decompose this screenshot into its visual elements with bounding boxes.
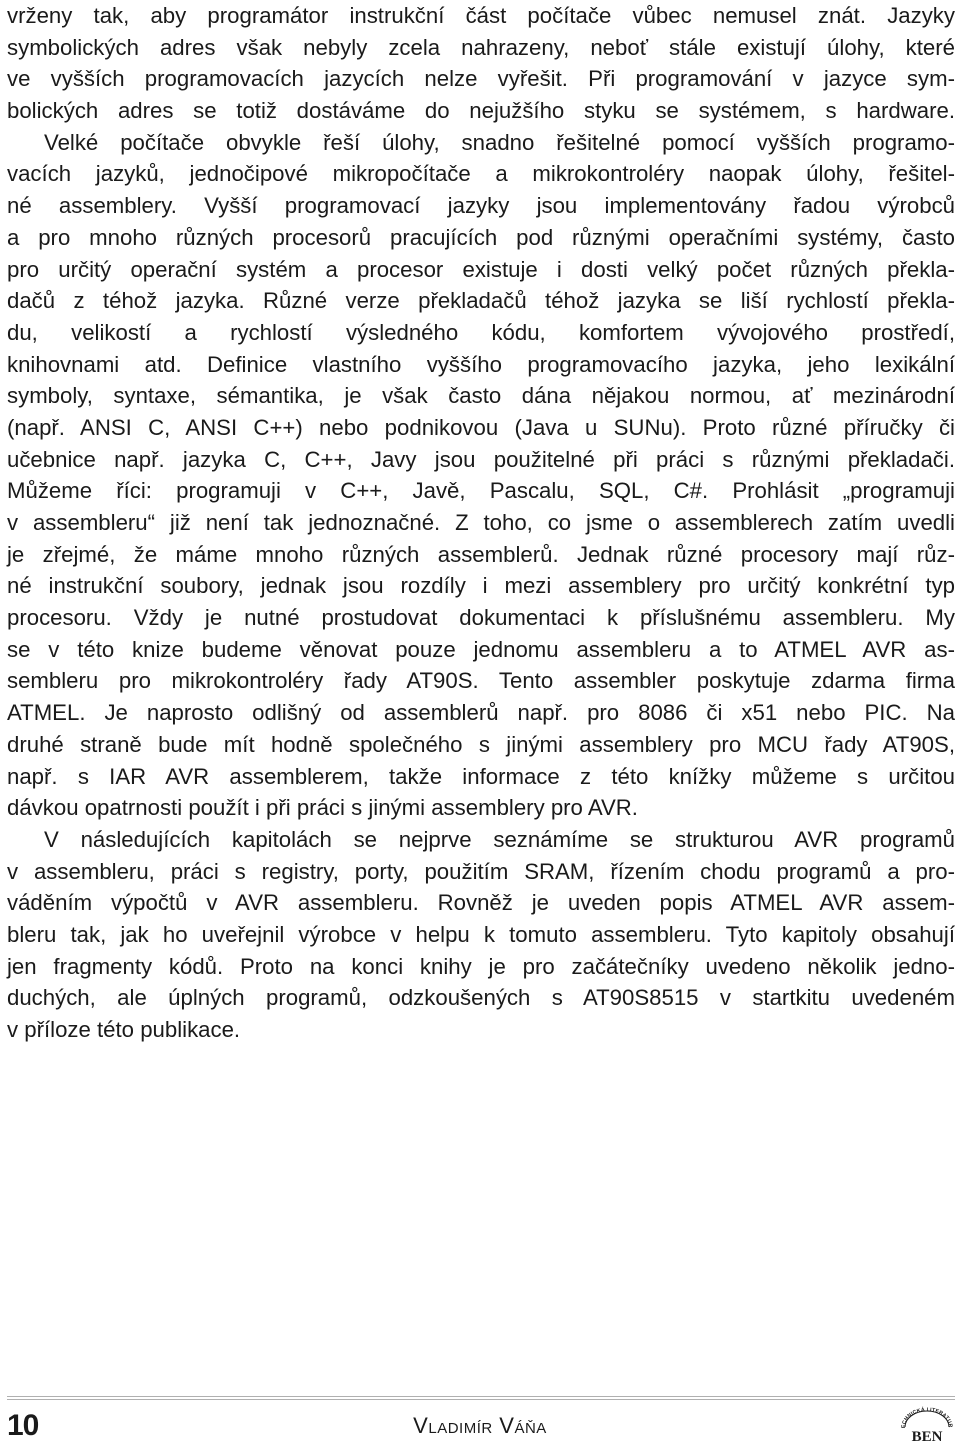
text-line: du, velikostí a rychlostí výsledného kódu, komfortem vývojového prostředí, — [7, 319, 955, 345]
text-line: Můžeme říci: programuji v C++, Javě, Pascalu, SQL, C#. Prohlásit „programuji — [7, 478, 955, 504]
text-line: v assembleru, práci s registry, porty, použitím SRAM, řízením chodu programů a pro- — [7, 858, 955, 884]
text-line: v assembleru“ již není tak jednoznačné. Z toho, co jsme o assemblerech zatím uvedli — [7, 510, 955, 535]
text-line: symbolických adres však nebyly zcela nahrazeny, neboť stále existují úlohy, které — [7, 34, 955, 60]
author-name: Vladimír Váňa — [413, 1413, 547, 1438]
logo-arc-text: ECHNICKÁ LITERATUR — [900, 1406, 954, 1429]
text-line: V následujících kapitolách se nejprve seznámíme se strukturou AVR programů — [44, 826, 955, 852]
text-line: bleru tak, jak ho uveřejnil výrobce v helpu k tomuto assembleru. Tyto kapitoly obsahují — [7, 921, 955, 947]
text-line: né assemblery. Vyšší programovací jazyky jsou implementovány řadou výrobců — [7, 193, 955, 219]
text-line: procesoru. Vždy je nutné prostudovat dokumentaci k příslušnému assembleru. My — [7, 605, 955, 631]
text-line: pro určitý operační systém a procesor existuje i dosti velký počet různých překla- — [7, 256, 955, 282]
ben-logo-icon — [899, 1403, 955, 1445]
text-line: se v této knize budeme věnovat pouze jednomu assembleru a to ATMEL AVR as- — [7, 636, 955, 662]
text-line: dávkou opatrnosti použít i při práci s jinými assemblery pro AVR. — [7, 795, 638, 821]
publisher-logo — [899, 1403, 955, 1450]
text-line: učebnice např. jazyka C, C++, Javy jsou použitelné při práci s různými překladači. — [7, 446, 955, 472]
footer-rule-top — [7, 1396, 955, 1397]
text-line: a pro mnoho různých procesorů pracujících pod různými operačními systémy, často — [7, 224, 955, 250]
text-line: vrženy tak, aby programátor instrukční část počítače vůbec nemusel znát. Jazyky — [7, 3, 955, 28]
text-line: je zřejmé, že máme mnoho různých assemblerů. Jednak různé procesory mají růz- — [7, 541, 955, 567]
text-line: druhé straně bude mít hodně společného s jinými assemblery pro MCU řady AT90S, — [7, 731, 955, 757]
text-line: váděním výpočtů v AVR assembleru. Rovněž je uveden popis ATMEL AVR assem- — [7, 890, 955, 916]
body-text — [7, 0, 955, 1046]
text-line: ATMEL. Je naprosto odlišný od assemblerů např. pro 8086 či x51 nebo PIC. Na — [7, 700, 955, 726]
text-line: bolických adres se totiž dostáváme do nejužšího styku se systémem, s hardware. — [7, 98, 955, 124]
text-line: knihovnami atd. Definice vlastního vyššího programovacího jazyka, jeho lexikální — [7, 351, 955, 377]
text-line: v příloze této publikace. — [7, 1017, 241, 1042]
text-line: vacích jazyků, jednočipové mikropočítače a mikrokontroléry naopak úlohy, řešitel- — [7, 161, 955, 187]
text-line: dačů z téhož jazyka. Různé verze překladačů téhož jazyka se liší rychlostí překla- — [7, 288, 955, 314]
text-line: ve vyšších programovacích jazycích nelze vyřešit. Při programování v jazyce sym- — [7, 66, 955, 92]
svg-text:TECHNICKÁ LITERATURA — [899, 1403, 953, 1428]
logo-text: BEN — [911, 1429, 943, 1445]
footer-rule-bottom — [7, 1399, 955, 1400]
text-line: jen fragmenty kódů. Proto na konci knihy je pro začátečníky uvedeno několik jedno- — [7, 953, 955, 979]
text-line: sembleru pro mikrokontroléry řady AT90S. Tento assembler poskytuje zdarma firma — [7, 668, 955, 694]
text-line: Velké počítače obvykle řeší úlohy, snadno řešitelné pomocí vyšších programo- — [44, 129, 955, 155]
page-number: 10 — [7, 1409, 39, 1442]
text-line: např. s IAR AVR assemblerem, takže informace z této knížky můžeme s určitou — [7, 763, 955, 789]
text-line: né instrukční soubory, jednak jsou rozdíly i mezi assemblery pro určitý konkrétní typ — [7, 573, 955, 599]
text-line: (např. ANSI C, ANSI C++) nebo podnikovou (Java u SUNu). Proto různé příručky či — [7, 414, 955, 440]
text-line: symboly, syntaxe, sémantika, je však často dána nějakou normou, ať mezinárodní — [7, 383, 955, 409]
text-line: duchých, ale úplných programů, odzkoušených s AT90S8515 v startkitu uvedeném — [7, 985, 955, 1011]
